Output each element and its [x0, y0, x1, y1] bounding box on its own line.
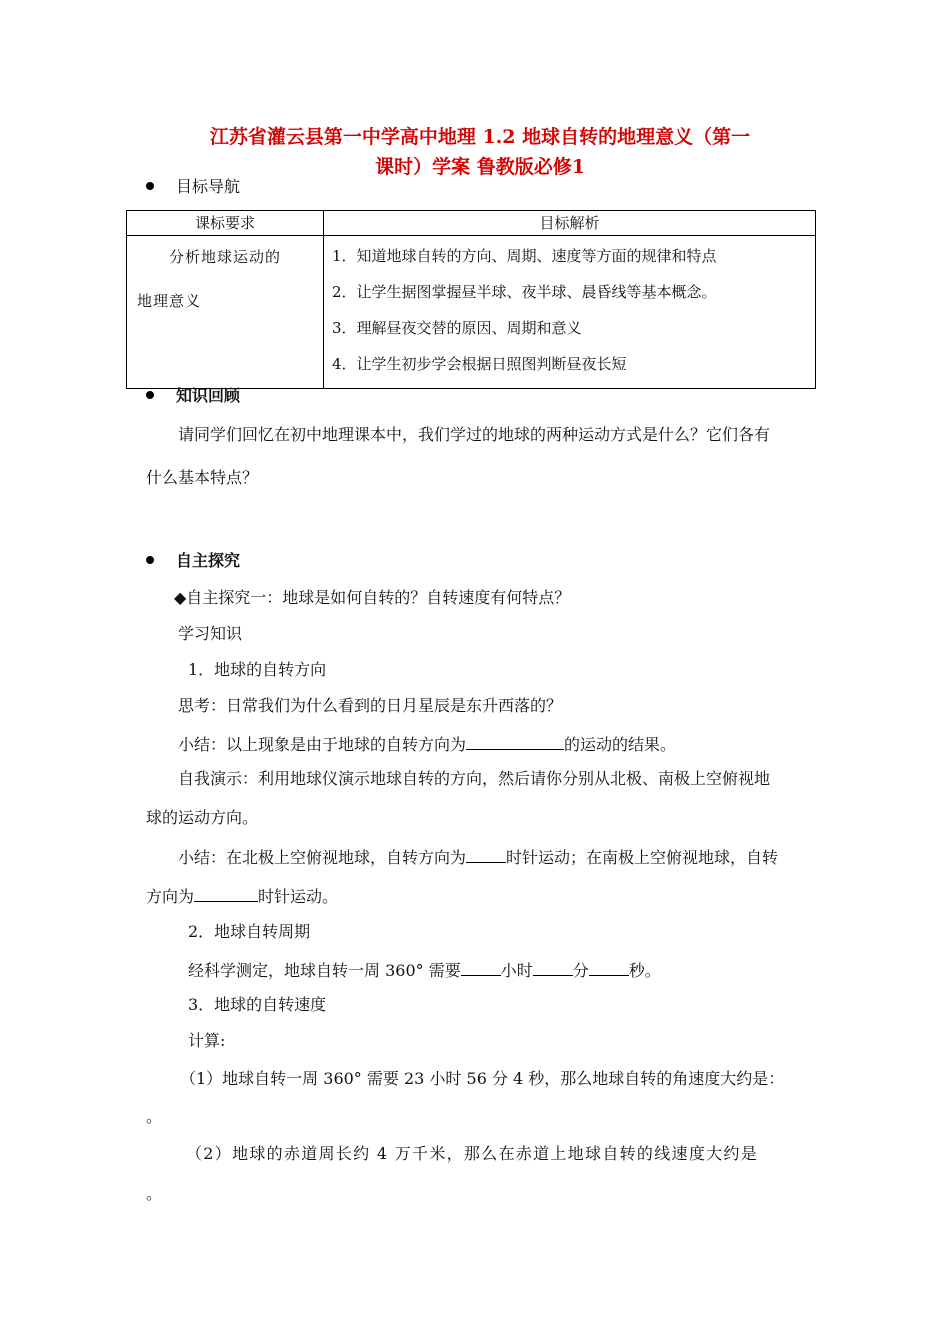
demo-line-2: 球的运动方向。: [146, 808, 259, 827]
requirement-cell: [127, 236, 324, 389]
table-row: [127, 236, 816, 389]
period-minutes-label: 分: [572, 961, 589, 980]
section-heading: 知识回顾: [176, 386, 241, 405]
section-goal-nav: [146, 175, 240, 199]
fill-blank[interactable]: [466, 731, 564, 750]
calc-question-2-end: 。: [146, 1184, 163, 1203]
section-explore: [146, 549, 240, 573]
explore-question-1: ◆自主探究一：地球是如何自转的？自转速度有何特点？: [174, 588, 571, 607]
bullet-icon: [146, 182, 154, 190]
review-text-line-2: 什么基本特点？: [146, 468, 259, 487]
requirement-line-1: 分析地球运动的: [169, 248, 282, 266]
section-heading: 自主探究: [176, 551, 241, 570]
summary-1-text-end: 的运动的结果。: [564, 735, 677, 754]
summary-2-text-mid: 时针运动；在南极上空俯视地球，自转: [506, 848, 779, 867]
summary-2-text-d: 时针运动。: [258, 887, 339, 906]
calc-label: 计算:: [188, 1031, 226, 1050]
goal-table: [126, 210, 816, 389]
section-review: [146, 384, 240, 408]
document-title: [140, 122, 820, 182]
summary-2: [178, 844, 778, 870]
goal-item: 1．知道地球自转的方向、周期、速度等方面的规律和特点: [332, 247, 717, 265]
item-rotation-speed: 3．地球的自转速度: [188, 995, 327, 1014]
section-heading: 目标导航: [176, 177, 241, 196]
fill-blank[interactable]: [194, 883, 258, 902]
requirement-line-2: 地理意义: [137, 292, 202, 310]
table-header: 目标解析: [324, 211, 816, 236]
title-line-1: 江苏省灌云县第一中学高中地理 1.2 地球自转的地理意义（第一: [209, 126, 751, 148]
fill-blank[interactable]: [466, 844, 506, 863]
bullet-icon: [146, 391, 154, 399]
bullet-icon: [146, 556, 154, 564]
fill-blank-seconds[interactable]: [589, 957, 629, 976]
goal-item: 2．让学生据图掌握昼半球、夜半球、晨昏线等基本概念。: [332, 283, 717, 301]
summary-2-text-c: 方向为: [146, 887, 195, 906]
fill-blank-hours[interactable]: [461, 957, 501, 976]
summary-2-text: 小结：在北极上空俯视地球，自转方向为: [178, 848, 467, 867]
table-header: 课标要求: [127, 211, 324, 236]
review-text-line-1: 请同学们回忆在初中地理课本中，我们学过的地球的两种运动方式是什么？它们各有: [178, 425, 771, 444]
item-rotation-period: 2．地球自转周期: [188, 922, 311, 941]
period-hours-label: 小时: [500, 961, 533, 980]
calc-question-1-end: 。: [146, 1107, 163, 1126]
goal-item: 3．理解昼夜交替的原因、周期和意义: [332, 319, 582, 337]
period-sentence: [188, 957, 661, 983]
summary-2-cont: [146, 883, 338, 909]
period-text: 经科学测定，地球自转一周 360° 需要: [188, 961, 461, 980]
goal-item: 4．让学生初步学会根据日照图判断昼夜长短: [332, 355, 627, 373]
calc-question-2: （2）地球的赤道周长约 4 万千米，那么在赤道上地球自转的线速度大约是: [186, 1144, 759, 1163]
item-rotation-direction: 1．地球的自转方向: [188, 660, 327, 679]
goal-cell: [324, 236, 816, 389]
calc-question-1: （1）地球自转一周 360° 需要 23 小时 56 分 4 秒，那么地球自转的角速度大约是：: [180, 1069, 785, 1088]
learn-knowledge: 学习知识: [178, 624, 243, 643]
summary-1: [178, 731, 676, 757]
period-seconds-label: 秒。: [628, 961, 661, 980]
title-line-2: 课时）学案 鲁教版必修1: [375, 156, 585, 178]
demo-line-1: 自我演示：利用地球仪演示地球自转的方向，然后请你分别从北极、南极上空俯视地: [178, 769, 771, 788]
fill-blank-minutes[interactable]: [533, 957, 573, 976]
think-text: 思考：日常我们为什么看到的日月星辰是东升西落的？: [178, 696, 563, 715]
summary-1-text: 小结：以上现象是由于地球的自转方向为: [178, 735, 467, 754]
table-header-row: [127, 211, 816, 236]
